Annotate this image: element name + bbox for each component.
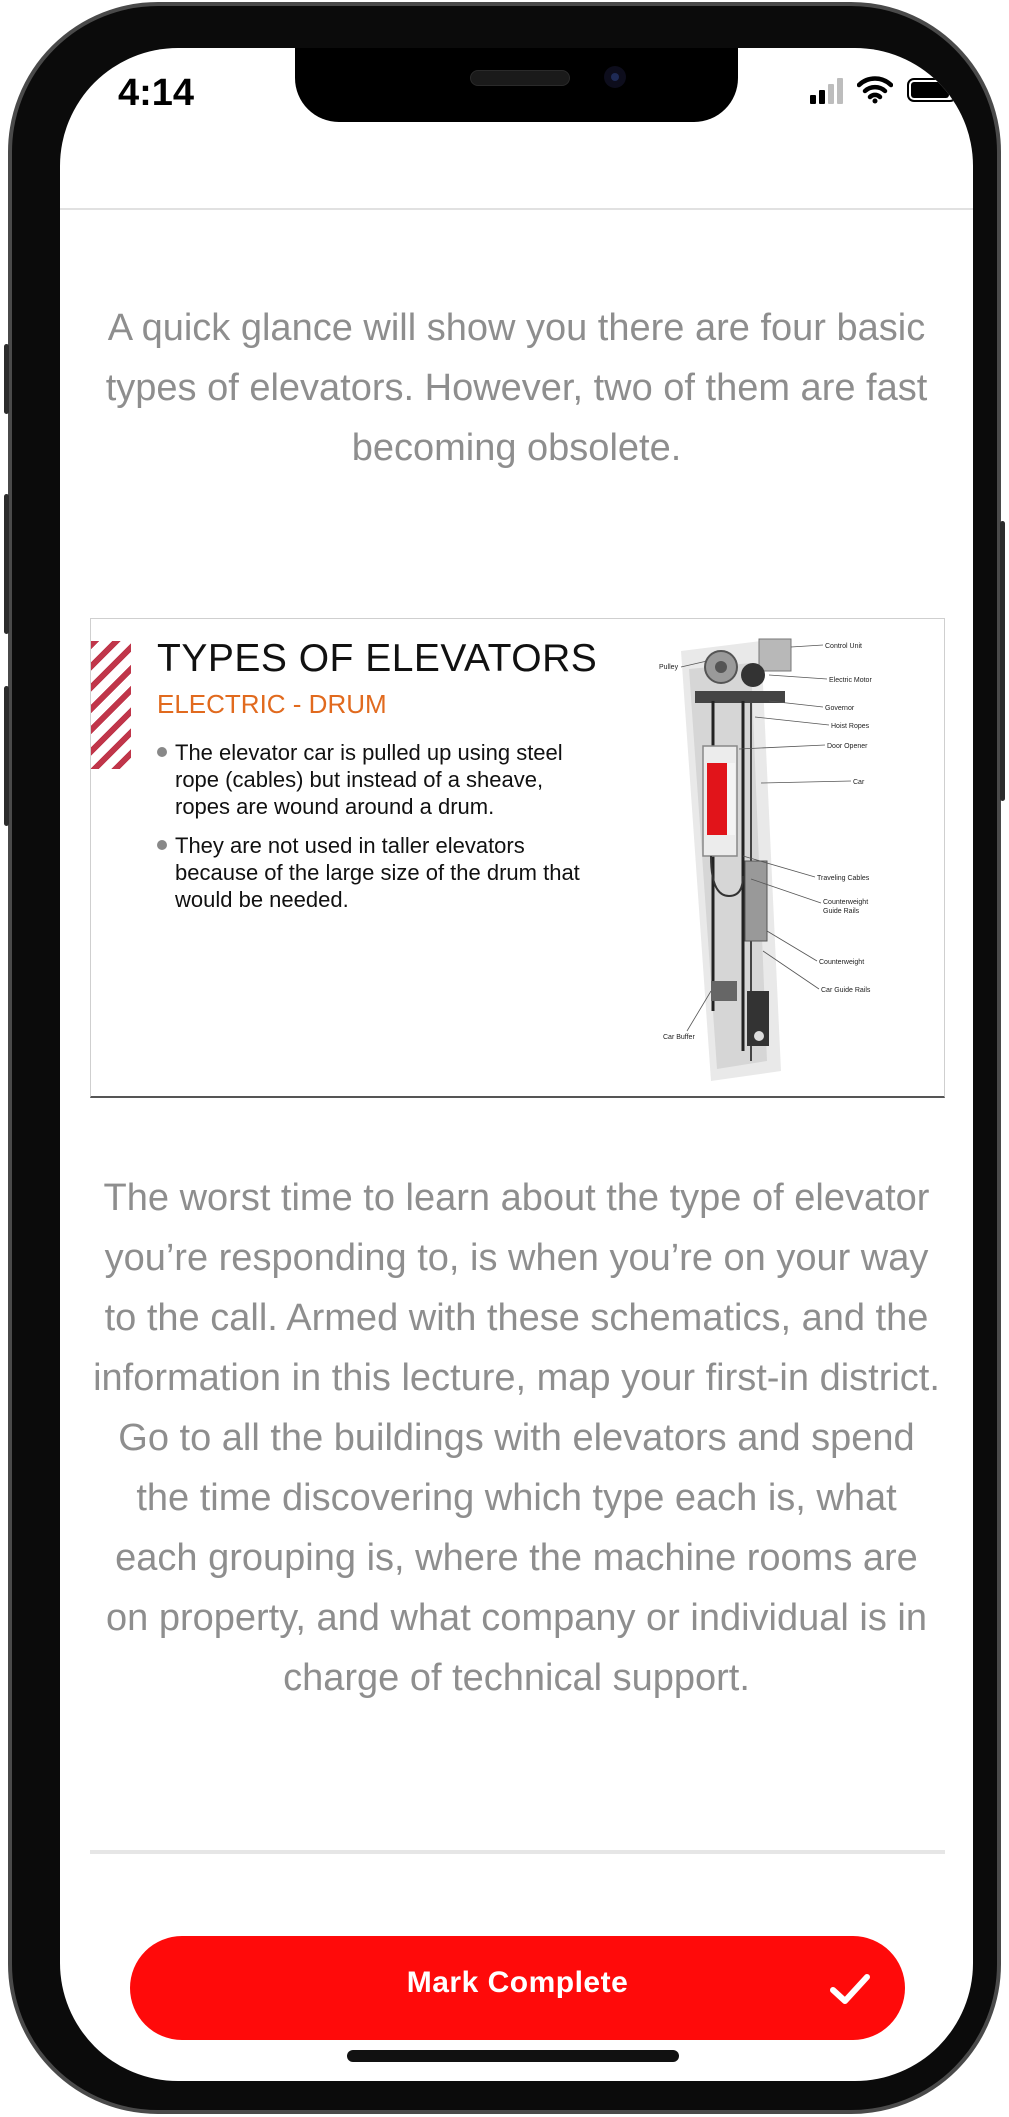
label-counterweight-guide-rails: Counterweight [823,899,869,906]
elevator-diagram [651,631,931,1086]
body-paragraph: The worst time to learn about the type of elevator you’re responding to, is when you’re on your way to the call. Armed with these schematics, and the information in this lecture, map your first-in district. Go to all the buildings with elevators and spend the time discovering which type each is, what each grouping is, where the machine rooms are on property, and what company or individual is in charge of technical support. [93,1177,940,1699]
front-camera [604,66,626,88]
status-time: 4:14 [118,72,195,114]
slide-subtitle: ELECTRIC - DRUM [157,689,387,719]
earpiece-speaker [470,70,570,86]
footer-divider [90,1850,945,1854]
phone-frame [8,2,1001,2114]
label-pulley: Pulley [659,664,679,671]
volume-up-button [4,494,9,634]
label-door-opener: Door Opener [827,743,868,750]
label-car: Car [853,779,865,786]
label-car-guide-rails: Car Guide Rails [821,987,871,994]
label-counterweight: Counterweight [819,959,865,966]
cellular-signal-icon [810,76,843,104]
label-electric-motor: Electric Motor [829,677,872,684]
slide-bullets [157,739,597,925]
notch [295,48,738,122]
slide-bullet: They are not used in taller elevators because of the large size of the drum that would be needed. [157,832,597,913]
label-traveling-cables: Traveling Cables [817,875,870,882]
header-divider [60,208,973,210]
status-icons [810,76,957,104]
wifi-icon [857,76,893,104]
screen [60,48,973,2081]
label-governor: Governor [825,705,855,712]
mark-complete-button[interactable] [130,1936,905,2040]
volume-down-button [4,686,9,826]
checkmark-icon [827,1966,873,2012]
intro-paragraph: A quick glance will show you there are four basic types of elevators. However, two of them are fast becoming obsolete. [105,307,928,469]
bullet-dot-icon [157,840,167,850]
mute-switch [4,344,9,414]
slide-stripes [91,641,131,769]
label-hoist-ropes: Hoist Ropes [831,723,870,730]
label-car-buffer: Car Buffer [663,1034,695,1041]
bullet-dot-icon [157,747,167,757]
power-button [1000,521,1005,801]
slide-bullet: The elevator car is pulled up using steel rope (cables) but instead of a sheave, ropes are wound around a drum. [157,739,597,820]
slide-title: TYPES OF ELEVATORS [157,637,598,680]
home-indicator[interactable] [347,2050,679,2062]
lesson-slide-image [90,618,945,1098]
mark-complete-label: Mark Complete [406,1966,629,1999]
label-counterweight-guide-rails-2: Guide Rails [823,908,860,915]
label-control-unit: Control Unit [825,643,862,650]
battery-icon [907,78,957,102]
